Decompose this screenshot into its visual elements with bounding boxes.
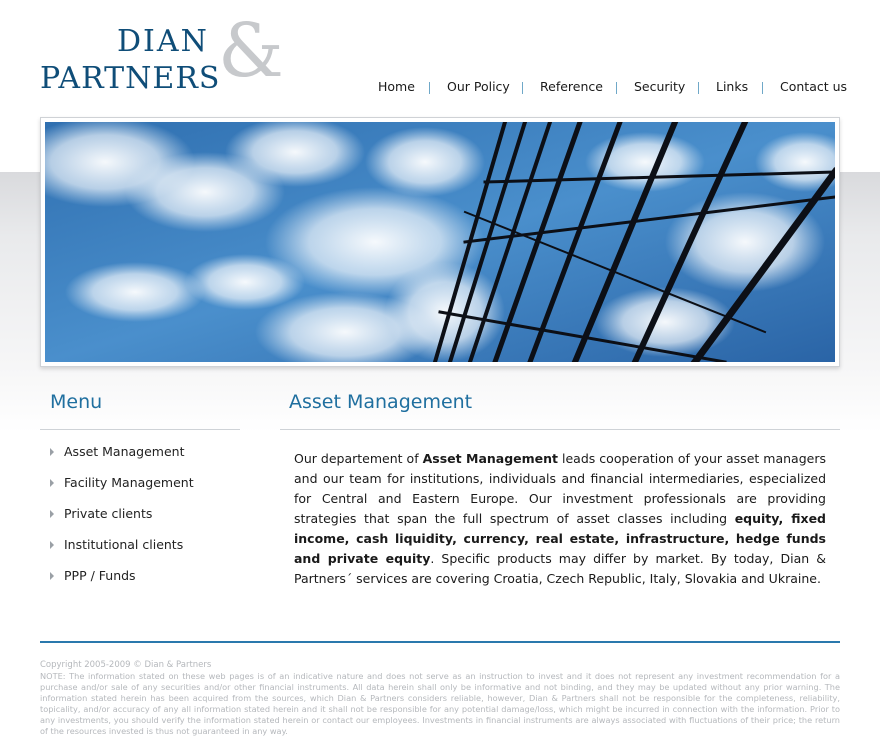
banner bbox=[40, 117, 840, 367]
text-segment: . Specific products may differ by market. By today, Dian & Partners´ services are covering Croatia, Czech Republic, Italy, Slovakia and Ukraine. bbox=[294, 551, 826, 586]
nav-contact-us[interactable]: Contact us bbox=[780, 79, 848, 94]
side-menu bbox=[40, 444, 240, 599]
nav-separator bbox=[616, 82, 617, 94]
nav-security[interactable]: Security bbox=[634, 79, 686, 94]
nav-our-policy[interactable]: Our Policy bbox=[447, 79, 510, 94]
menu-item-label: Asset Management bbox=[64, 444, 185, 459]
bullet-icon bbox=[50, 572, 54, 580]
text-emphasis: Asset Management bbox=[422, 451, 559, 466]
menu-divider bbox=[40, 429, 240, 430]
nav-separator bbox=[698, 82, 699, 94]
bullet-icon bbox=[50, 510, 54, 518]
content-paragraph bbox=[294, 449, 826, 589]
text-segment: Our departement of bbox=[294, 451, 423, 466]
nav-reference[interactable]: Reference bbox=[540, 79, 603, 94]
menu-item-facility-management[interactable] bbox=[40, 475, 240, 506]
footer-divider bbox=[40, 641, 840, 643]
menu-item-institutional-clients[interactable] bbox=[40, 537, 240, 568]
menu-item-label: Private clients bbox=[64, 506, 153, 521]
logo-dian: DIAN bbox=[117, 24, 209, 59]
bullet-icon bbox=[50, 541, 54, 549]
menu-title: Menu bbox=[50, 391, 103, 413]
menu-item-private-clients[interactable] bbox=[40, 506, 240, 537]
banner-image bbox=[45, 122, 835, 362]
text-emphasis: equity, fixed income, cash liquidity, currency, real estate, infrastructure, hedge funds and private equity bbox=[294, 511, 826, 566]
nav-links[interactable]: Links bbox=[716, 79, 749, 94]
bullet-icon bbox=[50, 448, 54, 456]
menu-item-label: PPP / Funds bbox=[64, 568, 136, 583]
nav-home[interactable]: Home bbox=[378, 79, 415, 94]
nav-separator bbox=[762, 82, 763, 94]
top-nav bbox=[360, 79, 848, 97]
nav-separator bbox=[429, 82, 430, 94]
footer-copyright: Copyright 2005-2009 © Dian & Partners bbox=[40, 660, 212, 670]
bullet-icon bbox=[50, 479, 54, 487]
menu-item-ppp-funds[interactable] bbox=[40, 568, 240, 599]
footer-disclaimer: NOTE: The information stated on these web pages is of an indicative nature and does not serve as an instruction to invest and it does not represent any investment recommendation for a purchase and/or sale of any securities and/or other financial instruments. All data herein shall only be informative and not binding, and they may be updated without any prior warning. The information stated herein has been acquired from the sources, which Dian & Partners considers reliable, however, Dian & Partners shall not be responsible for the completeness, reliability, topicality, and/or accuracy of any all information stated herein and it shall not be responsible for any potential damage/loss, which might be incurred in connection with the information. Prior to any investments, you should verify the information stated herein or contact our employees. Investments in financial instruments are always associated with fluctuations of their price; the return of the resources invested is thus not guaranteed in any way. bbox=[40, 671, 840, 736]
logo-partners: PARTNERS bbox=[40, 61, 221, 96]
text-segment: leads cooperation of your asset managers and our team for institutions, individuals and financial intermediaries, especialized for Central and Eastern Europe. Our investment professionals are providing strategies that span the full spectrum of asset classes including bbox=[294, 451, 826, 526]
menu-item-asset-management[interactable] bbox=[40, 444, 240, 475]
menu-item-label: Facility Management bbox=[64, 475, 194, 490]
logo[interactable] bbox=[40, 8, 290, 97]
menu-item-label: Institutional clients bbox=[64, 537, 184, 552]
nav-separator bbox=[522, 82, 523, 94]
content-divider bbox=[280, 429, 840, 430]
page-title: Asset Management bbox=[289, 391, 473, 413]
logo-ampersand: & bbox=[218, 8, 284, 94]
